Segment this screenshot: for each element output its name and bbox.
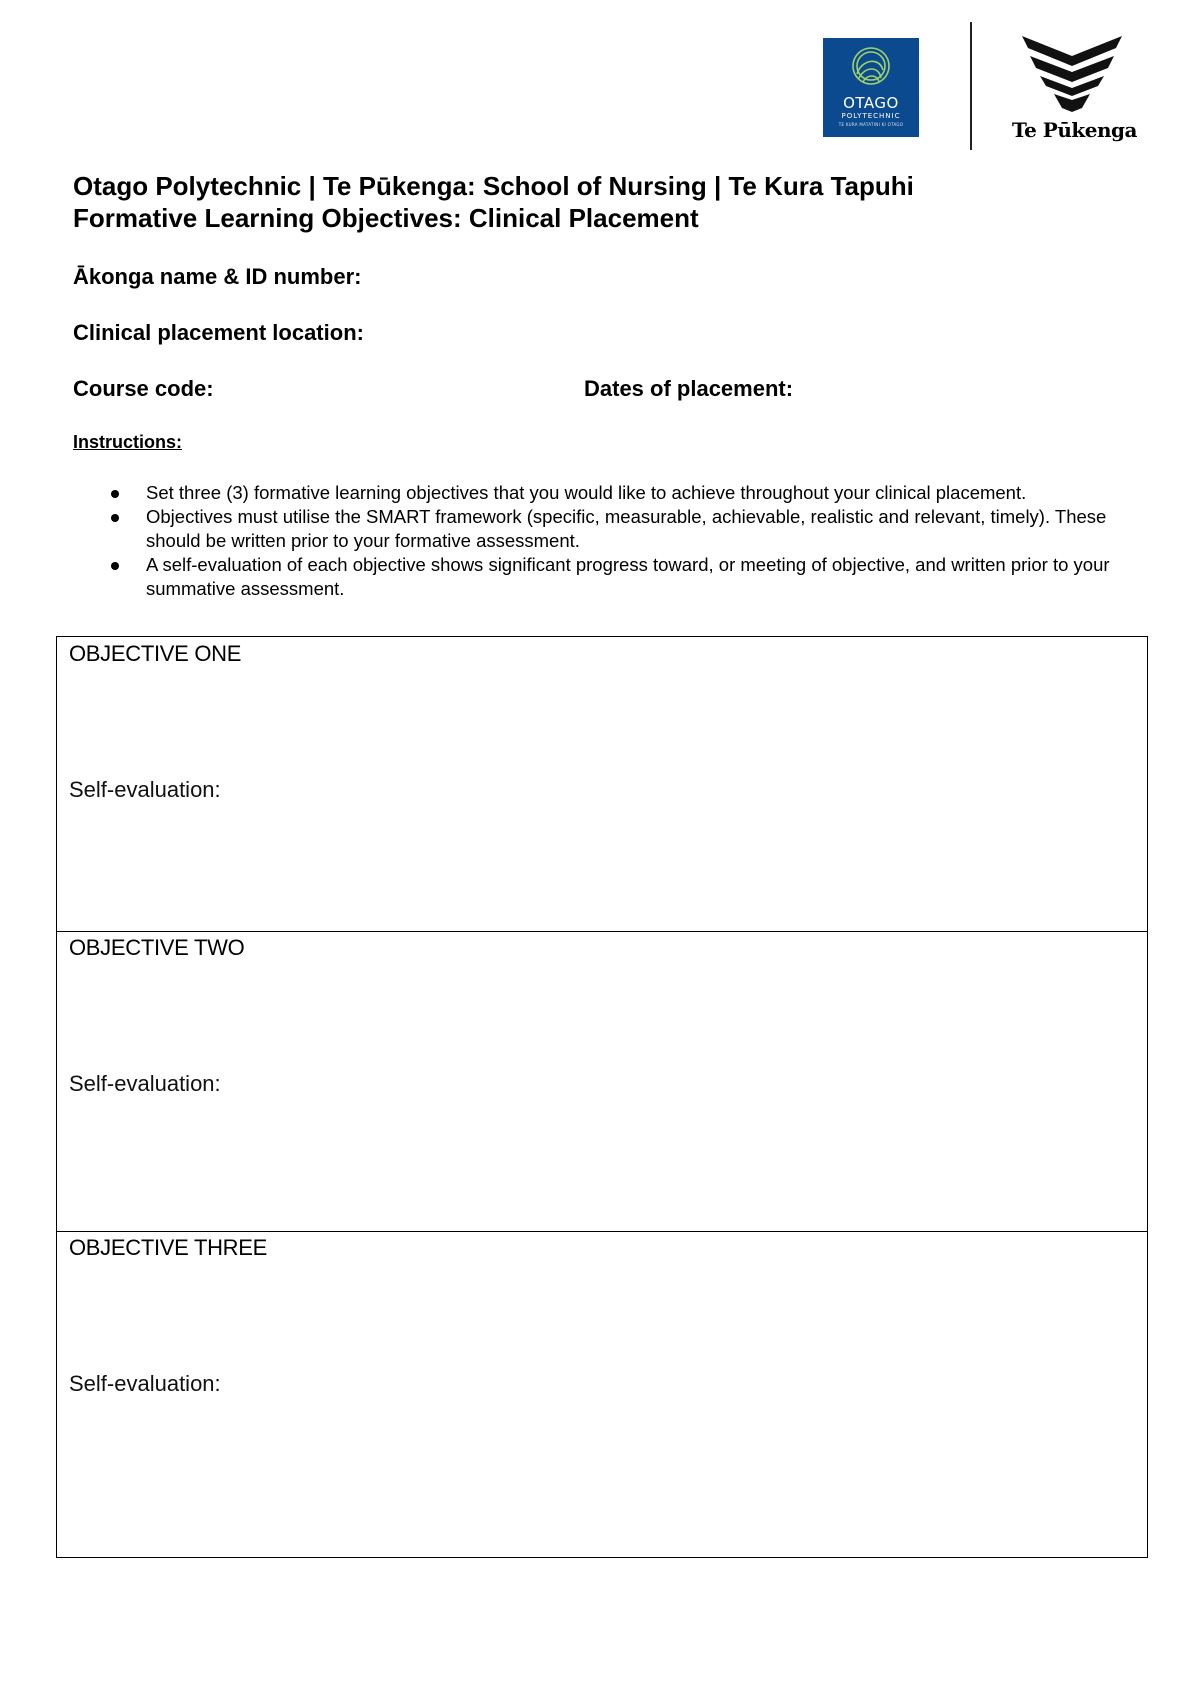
header-logos [0,22,1200,152]
akonga-name-id-label: Ākonga name & ID number: [73,264,362,289]
dates-of-placement-label: Dates of placement: [584,376,794,401]
objective-one-cell[interactable] [57,637,1147,932]
list-item: A self-evaluation of each objective shows significant progress toward, or meeting of objective, and written prior to your summative assessment. [146,553,1156,601]
otago-wordmark: OTAGO [843,94,899,112]
clinical-placement-location-label: Clinical placement location: [73,320,364,345]
te-pukenga-wordmark: Te Pūkenga [1012,118,1137,142]
objective-two-title: OBJECTIVE TWO [69,935,245,960]
title-line-2: Formative Learning Objectives: Clinical Placement [73,203,699,233]
page-title [73,170,1153,234]
list-item: Objectives must utilise the SMART framework (specific, measurable, achievable, realistic and relevant, timely). These should be written prior to your formative assessment. [146,505,1156,553]
otago-polytechnic-logo [823,38,919,137]
objective-three-title: OBJECTIVE THREE [69,1235,268,1260]
instructions-list [100,481,1156,601]
objective-three-cell[interactable] [57,1231,1147,1557]
objectives-table [56,636,1148,1558]
koru-swirl-icon [849,44,893,92]
objective-three-self-evaluation-label: Self-evaluation: [69,1371,221,1396]
objective-one-self-evaluation-label: Self-evaluation: [69,777,221,802]
list-item: Set three (3) formative learning objectives that you would like to achieve throughout your clinical placement. [146,481,1156,505]
logo-divider [970,22,972,150]
objective-two-cell[interactable] [57,931,1147,1232]
te-pukenga-mark-icon [1020,34,1124,114]
instructions-heading: Instructions: [73,432,183,452]
otago-tagline: TE KURA MATATINI KI OTAGO [838,122,904,127]
otago-subtitle: POLYTECHNIC [841,112,901,120]
course-code-label: Course code: [73,376,214,401]
title-line-1: Otago Polytechnic | Te Pūkenga: School of Nursing | Te Kura Tapuhi [73,171,914,201]
objective-one-title: OBJECTIVE ONE [69,641,242,666]
objective-two-self-evaluation-label: Self-evaluation: [69,1071,221,1096]
